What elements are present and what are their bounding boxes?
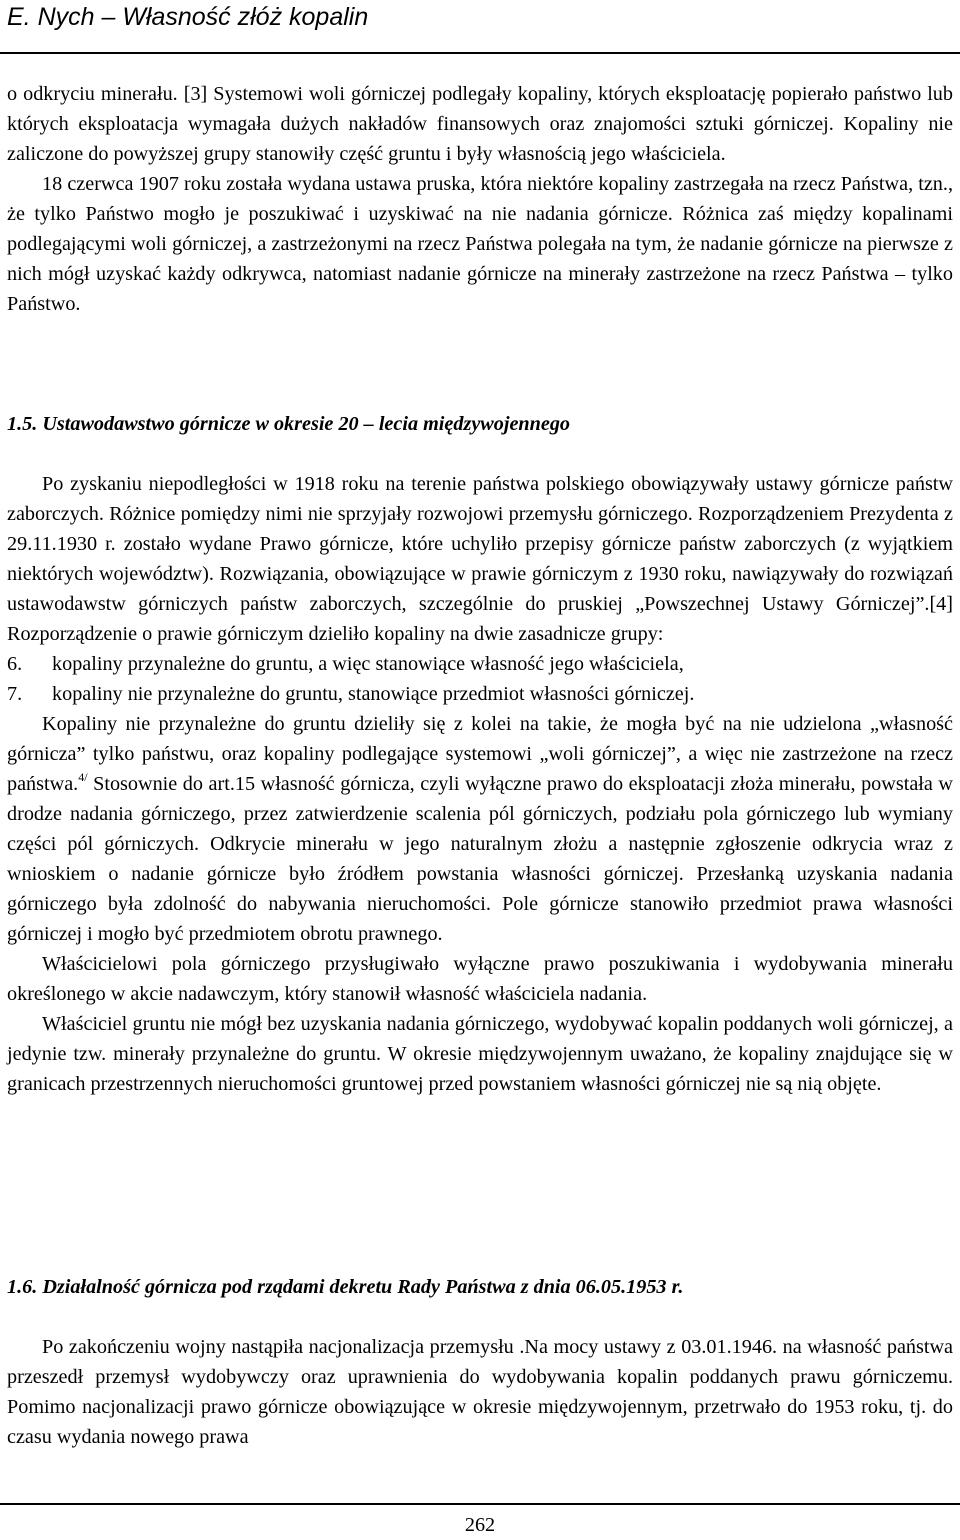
list-text: kopaliny nie przynależne do gruntu, stanowiące przedmiot własności górniczej. [52, 683, 695, 705]
paragraph-4-part-b: Stosownie do art.15 własność górnicza, czyli wyłączne prawo do eksploatacji złoża minerału, powstała w drodze nadania górniczego, przez zatwierdzenie scalenia pól górniczych, podziału pola górniczego lub wymiany części pól górniczych. Odkrycie minerału w jego naturalnym złożu a następnie zgłoszenie odkrycia wraz z wnioskiem o nadanie górnicze było źródłem powstania własności górniczej. Przesłanką uzyskania nadania górniczego była zdolność do nabywania nieruchomości. Pole górnicze stanowiło przedmiot prawa własności górniczej i mogło być przedmiotem obrotu prawnego. [7, 773, 953, 945]
paragraph-4 [7, 709, 953, 949]
footnote-reference: 4/ [78, 770, 88, 784]
section-heading-1-6: 1.6. Działalność górnicza pod rządami dekretu Rady Państwa z dnia 06.05.1953 r. [7, 1276, 684, 1298]
running-title: E. Nych – Własność złóż kopalin [7, 3, 369, 31]
paragraph-4-part-a: Kopaliny nie przynależne do gruntu dzieliły się z kolei na takie, że mogła być na nie udzielona „własność górnicza” tylko państwu, oraz kopaliny podlegające systemowi „woli górniczej”, a więc nie zastrzeżone na rzecz państwa. [7, 713, 953, 795]
list-number: 7. [7, 683, 23, 705]
body-block-1 [7, 79, 953, 319]
page-number: 262 [464, 1514, 496, 1536]
body-block-3 [7, 1332, 953, 1452]
header-rule [0, 52, 960, 54]
footer-rule [0, 1503, 960, 1505]
list-item [7, 679, 953, 709]
paragraph-3: Po zyskaniu niepodległości w 1918 roku na terenie państwa polskiego obowiązywały ustawy górnicze państw zaborczych. Różnice pomiędzy nimi nie sprzyjały rozwojowi przemysłu górniczego. Rozporządzeniem Prezydenta z 29.11.1930 r. zostało wydane Prawo górnicze, które uchyliło przepisy górnicze państw zaborczych (z wyjątkiem niektórych województw). Rozwiązania, obowiązujące w prawie górniczym z 1930 roku, nawiązywały do rozwiązań ustawodawstw górniczych państw zaborczych, szczególnie do pruskiej „Powszechnej Ustawy Górniczej”.[4] Rozporządzenie o prawie górniczym dzieliło kopaliny na dwie zasadnicze grupy: [7, 473, 953, 645]
paragraph-2: 18 czerwca 1907 roku została wydana ustawa pruska, która niektóre kopaliny zastrzegała na rzecz Państwa, tzn., że tylko Państwo mogło je poszukiwać i uzyskiwać na nie nadania górnicze. Różnica zaś między kopalinami podlegającymi woli górniczej, a zastrzeżonymi na rzecz Państwa polegała na tym, że nadanie górnicze na pierwsze z nich mógł uzyskać każdy odkrywca, natomiast nadanie górnicze na minerały zastrzeżone na rzecz Państwa – tylko Państwo. [7, 173, 953, 315]
list-number: 6. [7, 653, 23, 675]
list-text: kopaliny przynależne do gruntu, a więc stanowiące własność jego właściciela, [52, 653, 684, 675]
section-heading-1-5: 1.5. Ustawodawstwo górnicze w okresie 20 – lecia międzywojennego [7, 413, 571, 435]
list-item [7, 649, 953, 679]
paragraph-1: o odkryciu minerału. [3] Systemowi woli górniczej podlegały kopaliny, których eksploatację popierało państwo lub których eksploatacja wymagała dużych nakładów finansowych oraz znajomości sztuki górniczej. Kopaliny nie zaliczone do powyższej grupy stanowiły część gruntu i były własnością jego właściciela. [7, 83, 953, 165]
paragraph-7: Po zakończeniu wojny nastąpiła nacjonalizacja przemysłu .Na mocy ustawy z 03.01.1946. na własność państwa przeszedł przemysł wydobywczy oraz uprawnienia do wydobywania kopalin poddanych prawu górniczemu. Pomimo nacjonalizacji prawo górnicze obowiązujące w okresie międzywojennym, przetrwało do 1953 roku, tj. do czasu wydania nowego prawa [7, 1336, 953, 1448]
paragraph-6: Właściciel gruntu nie mógł bez uzyskania nadania górniczego, wydobywać kopalin poddanych woli górniczej, a jedynie tzw. minerały przynależne do gruntu. W okresie międzywojennym uważano, że kopaliny znajdujące się w granicach przestrzennych nieruchomości gruntowej przed powstaniem własności górniczej nie są nią objęte. [7, 1013, 953, 1095]
paragraph-5: Właścicielowi pola górniczego przysługiwało wyłączne prawo poszukiwania i wydobywania minerału określonego w akcie nadawczym, który stanowił własność właściciela nadania. [7, 953, 953, 1005]
body-block-2 [7, 469, 953, 1099]
